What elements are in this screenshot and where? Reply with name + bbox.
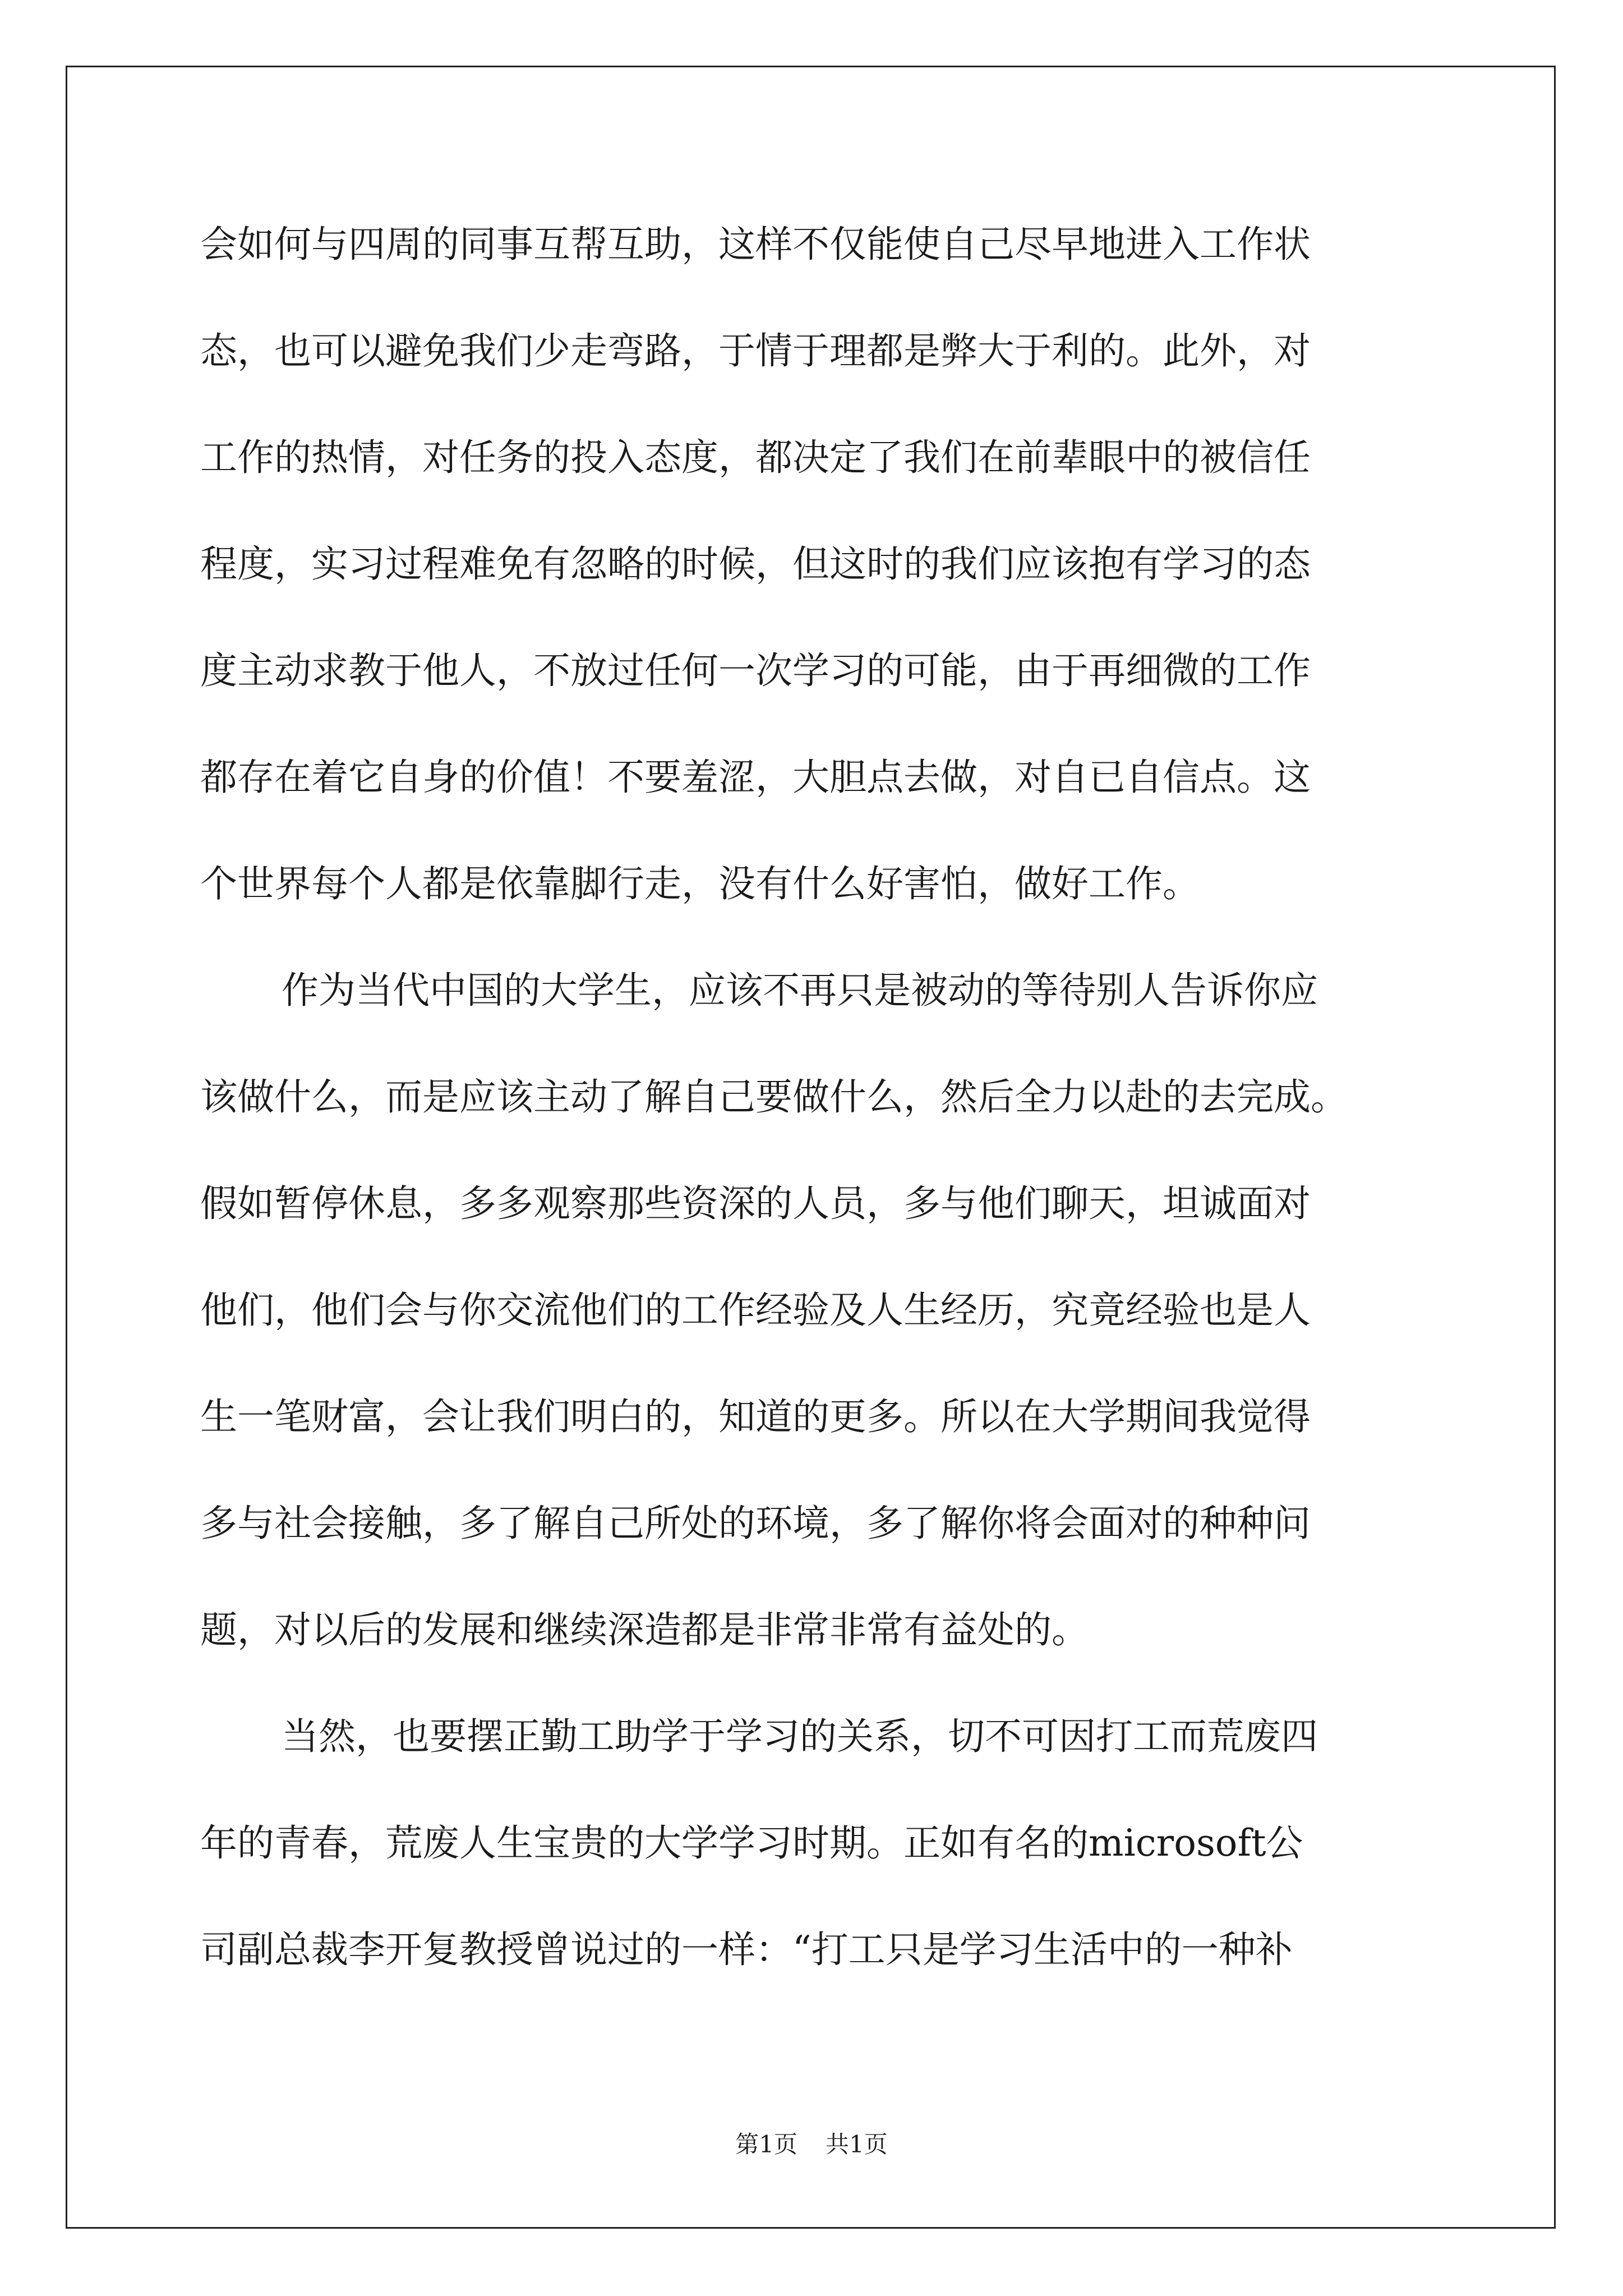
- text-line: 个世界每个人都是依靠脚行走，没有什么好害怕，做好工作。: [200, 862, 1200, 905]
- text-line: 生一笔财富，会让我们明白的，知道的更多。所以在大学期间我觉得: [200, 1395, 1311, 1438]
- paragraph-first-line: 当然，也要摆正勤工助学于学习的关系，切不可因打工而荒废四: [282, 1715, 1318, 1758]
- text-line: 会如何与四周的同事互帮互助，这样不仅能使自己尽早地进入工作状: [200, 223, 1311, 266]
- page-number-current: 第1页: [735, 2131, 797, 2158]
- text-line: 工作的热情，对任务的投入态度，都决定了我们在前辈眼中的被信任: [200, 436, 1311, 479]
- text-line: 他们，他们会与你交流他们的工作经验及人生经历，究竟经验也是人: [200, 1289, 1311, 1332]
- page-number-total: 共1页: [826, 2131, 888, 2158]
- page-footer: [0, 2128, 1623, 2161]
- text-line: 司副总裁李开复教授曾说过的一样：“打工只是学习生活中的一种补: [200, 1928, 1293, 1971]
- text-line: 都存在着它自身的价值！不要羞涩，大胆点去做，对自已自信点。这: [200, 756, 1311, 799]
- text-line: 年的青春，荒废人生宝贵的大学学习时期。正如有名的microsoft公: [200, 1821, 1303, 1865]
- text-line: 题，对以后的发展和继续深造都是非常非常有益处的。: [200, 1608, 1089, 1651]
- text-line: 度主动求教于他人，不放过任何一次学习的可能，由于再细微的工作: [200, 649, 1311, 692]
- text-line: 程度，实习过程难免有忽略的时候，但这时的我们应该抱有学习的态: [200, 542, 1311, 586]
- text-line: 假如暂停休息，多多观察那些资深的人员，多与他们聊天，坦诚面对: [200, 1182, 1311, 1225]
- text-line: 该做什么，而是应该主动了解自己要做什么，然后全力以赴的去完成。: [200, 1075, 1348, 1119]
- text-line: 态，也可以避免我们少走弯路，于情于理都是弊大于利的。此外，对: [200, 329, 1311, 372]
- text-line: 多与社会接触，多了解自己所处的环境，多了解你将会面对的种种问: [200, 1502, 1311, 1545]
- paragraph-first-line: 作为当代中国的大学生，应该不再只是被动的等待别人告诉你应: [282, 969, 1318, 1012]
- document-body: [200, 218, 1456, 2030]
